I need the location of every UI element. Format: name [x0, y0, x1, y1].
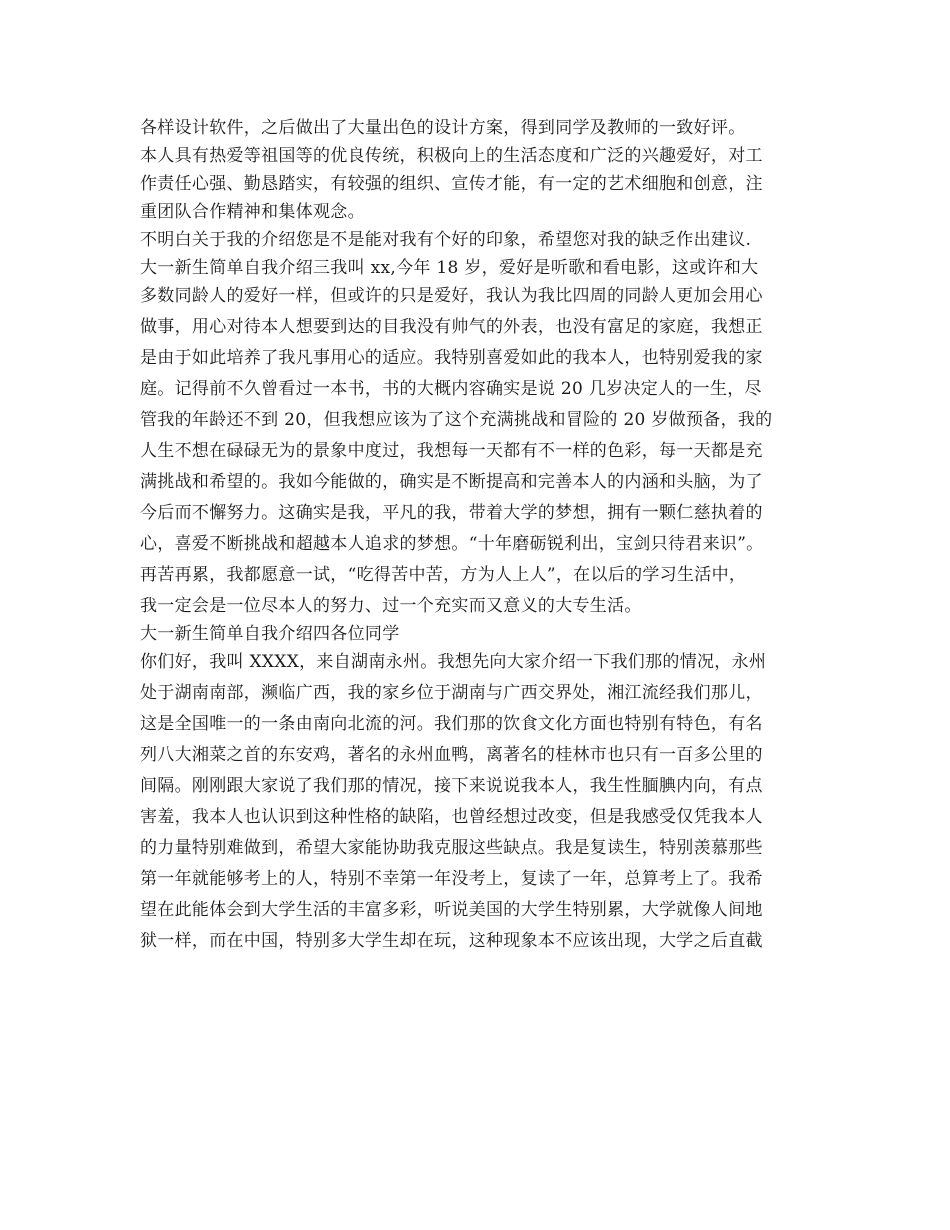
text-line: 本人具有热爱等祖国等的优良传统，积极向上的生活态度和广泛的兴趣爱好，对工: [140, 146, 763, 166]
text-line: 列八大湘菜之首的东安鸡，著名的永州血鸭，离著名的桂林市也只有一百多公里的: [140, 745, 763, 765]
text-line: 人生不想在碌碌无为的景象中度过，我想每一天都有不一样的色彩，每一天都是充: [140, 441, 763, 461]
text-line: 作责任心强、勤恳踏实，有较强的组织、宣传才能，有一定的艺术细胞和创意，注: [140, 174, 763, 194]
text-line: 庭。记得前不久曾看过一本书，书的大概内容确实是说 20 几岁决定人的一生，尽: [140, 379, 762, 399]
text-line: 这是全国唯一的一条由南向北流的河。我们那的饮食文化方面也特别有特色，有名: [140, 714, 763, 734]
text-line: 管我的年龄还不到 20，但我想应该为了这个充满挑战和冒险的 20 岁做预备，我的: [140, 410, 773, 430]
text-line: 各样设计软件，之后做出了大量出色的设计方案，得到同学及教师的一致好评。: [140, 118, 746, 138]
text-line: 今后而不懈努力。这确实是我，平凡的我，带着大学的梦想，拥有一颗仁慈执着的: [140, 503, 763, 523]
text-line: 心，喜爱不断挑战和超越本人追求的梦想。“十年磨砺锐利出，宝剑只待君来识”。: [140, 534, 764, 554]
text-line: 狱一样，而在中国，特别多大学生却在玩，这种现象本不应该出现，大学之后直截: [140, 931, 763, 951]
text-line: 处于湖南南部，濒临广西，我的家乡位于湖南与广西交界处，湘江流经我们那儿，: [140, 683, 763, 703]
text-line: 重团队合作精神和集体观念。: [140, 202, 365, 222]
text-line: 再苦再累，我都愿意一试，“吃得苦中苦，方为人上人”，在以后的学习生活中，: [140, 565, 747, 585]
section-heading: 大一新生简单自我介绍四各位同学: [140, 624, 400, 644]
text-line: 你们好，我叫 XXXX，来自湖南永州。我想先向大家介绍一下我们那的情况，永州: [140, 652, 767, 672]
text-line: 我一定会是一位尽本人的努力、过一个充实而又意义的大专生活。: [140, 596, 642, 616]
text-line: 的力量特别难做到，希望大家能协助我克服这些缺点。我是复读生，特别羡慕那些: [140, 838, 763, 858]
text-line: 不明白关于我的介绍您是不是能对我有个好的印象，希望您对我的缺乏作出建议.: [140, 230, 752, 250]
text-line: 是由于如此培养了我凡事用心的适应。我特别喜爱如此的我本人，也特别爱我的家: [140, 348, 763, 368]
text-line: 大一新生简单自我介绍三我叫 xx,今年 18 岁，爱好是听歌和看电影，这或许和大: [140, 258, 759, 278]
text-line: 第一年就能够考上的人，特别不幸第一年没考上，复读了一年，总算考上了。我希: [140, 869, 763, 889]
text-line: 望在此能体会到大学生活的丰富多彩，听说美国的大学生特别累，大学就像人间地: [140, 900, 763, 920]
text-line: 做事，用心对待本人想要到达的目我没有帅气的外表，也没有富足的家庭，我想正: [140, 317, 763, 337]
text-line: 间隔。刚刚跟大家说了我们那的情况，接下来说说我本人，我生性腼腆内向，有点: [140, 776, 763, 796]
text-line: 满挑战和希望的。我如今能做的，确实是不断提高和完善本人的内涵和头脑，为了: [140, 472, 763, 492]
text-line: 多数同龄人的爱好一样，但或许的只是爱好，我认为我比四周的同龄人更加会用心: [140, 286, 763, 306]
body-text: [140, 113, 830, 957]
text-line: 害羞，我本人也认识到这种性格的缺陷，也曾经想过改变，但是我感受仅凭我本人: [140, 807, 763, 827]
